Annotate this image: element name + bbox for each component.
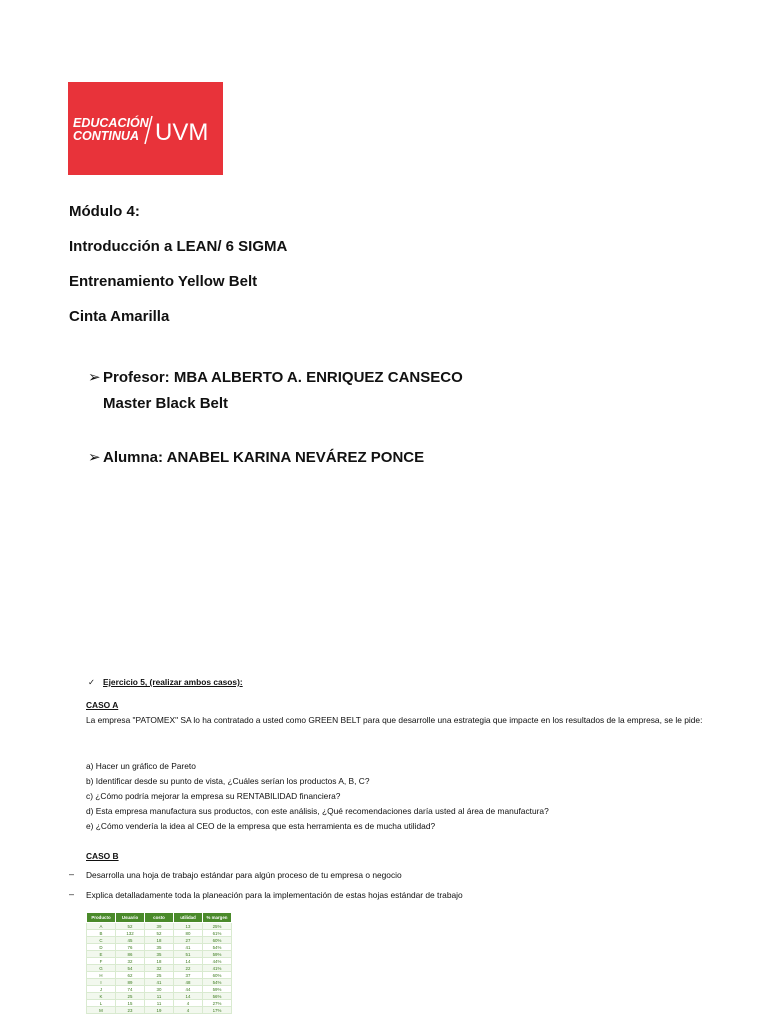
logo-line1: EDUCACIÓN [73, 116, 149, 130]
table-cell: 52 [145, 930, 174, 937]
ejercicio-label: Ejercicio 5, (realizar ambos casos): [103, 677, 243, 687]
course-title: Introducción a LEAN/ 6 SIGMA [69, 238, 288, 255]
table-cell: 44% [203, 958, 232, 965]
table-cell: A [87, 923, 116, 930]
table-cell: 56% [203, 993, 232, 1000]
table-cell: 41 [145, 979, 174, 986]
caso-b-item: Desarrolla una hoja de trabajo estándar para algún proceso de tu empresa o negocio [86, 870, 402, 880]
table-cell: 76 [116, 944, 145, 951]
table-cell: 39 [145, 923, 174, 930]
table-row [87, 1007, 232, 1014]
table-cell: 80 [174, 930, 203, 937]
table-cell: E [87, 951, 116, 958]
table-cell: 86 [116, 951, 145, 958]
table-cell: 45 [116, 937, 145, 944]
caso-a-title: CASO A [86, 700, 119, 710]
table-row [87, 958, 232, 965]
table-cell: 25 [145, 972, 174, 979]
table-header: utilidad [174, 913, 203, 923]
table-cell: 54% [203, 944, 232, 951]
table-cell: 60% [203, 937, 232, 944]
table-cell: 59% [203, 986, 232, 993]
table-cell: C [87, 937, 116, 944]
table-cell: 59% [203, 951, 232, 958]
table-cell: H [87, 972, 116, 979]
profesor-line [88, 368, 463, 386]
caso-b-item: Explica detalladamente toda la planeación para la implementación de estas hojas estándar de trabajo [86, 890, 463, 900]
table-row [87, 972, 232, 979]
table-row [87, 986, 232, 993]
table-cell: 41 [174, 944, 203, 951]
caso-a-item: c) ¿Cómo podría mejorar la empresa su RENTABILIDAD financiera? [86, 791, 341, 801]
table-cell: 14 [174, 958, 203, 965]
caso-a-intro: La empresa "PATOMEX" SA lo ha contratado a usted como GREEN BELT para que desarrolle una estrategia que impacte en los resultados de la empresa, se le pide: [86, 715, 703, 725]
table-row [87, 965, 232, 972]
table-row [87, 979, 232, 986]
table-row [87, 930, 232, 937]
logo-brand: UVM [155, 119, 209, 146]
table-cell: 37 [174, 972, 203, 979]
table-cell: 54% [203, 979, 232, 986]
caso-a-item: a) Hacer un gráfico de Pareto [86, 761, 196, 771]
table-cell: 17% [203, 1007, 232, 1014]
table-cell: 14 [174, 993, 203, 1000]
table-cell: 18 [145, 937, 174, 944]
belt-title: Cinta Amarilla [69, 308, 170, 325]
table-cell: 4 [174, 1000, 203, 1007]
table-cell: 15 [116, 1000, 145, 1007]
uvm-logo [68, 82, 223, 175]
table-cell: K [87, 993, 116, 1000]
caso-a-item: b) Identificar desde su punto de vista, ¿Cuáles serían los productos A, B, C? [86, 776, 370, 786]
table-row [87, 937, 232, 944]
arrow-bullet-icon: ➢ [88, 449, 101, 466]
table-header: Producto [87, 913, 116, 923]
table-cell: 32 [116, 958, 145, 965]
caso-b-title: CASO B [86, 851, 119, 861]
table-cell: 23 [116, 1007, 145, 1014]
table-cell: 22 [174, 965, 203, 972]
table-cell: 48 [174, 979, 203, 986]
profesor-title: Master Black Belt [103, 395, 229, 412]
profesor-label: Profesor: MBA ALBERTO A. ENRIQUEZ CANSECO [103, 369, 463, 386]
table-cell: 41% [203, 965, 232, 972]
table-cell: 54 [116, 965, 145, 972]
table-cell: M [87, 1007, 116, 1014]
table-cell: 25 [116, 993, 145, 1000]
arrow-bullet-icon: ➢ [88, 369, 101, 386]
check-icon: ✓ [88, 677, 96, 687]
table-row [87, 1000, 232, 1007]
table-cell: 11 [145, 1000, 174, 1007]
table-cell: 61% [203, 930, 232, 937]
table-cell: 19 [145, 1007, 174, 1014]
table-cell: 60% [203, 972, 232, 979]
table-cell: D [87, 944, 116, 951]
product-table [86, 912, 232, 1014]
table-cell: 4 [174, 1007, 203, 1014]
table-cell: 27% [203, 1000, 232, 1007]
table-cell: 44 [174, 986, 203, 993]
table-row [87, 993, 232, 1000]
table-cell: B [87, 930, 116, 937]
table-cell: 132 [116, 930, 145, 937]
table-cell: L [87, 1000, 116, 1007]
table-cell: 74 [116, 986, 145, 993]
table-header-row [87, 913, 232, 923]
table-cell: 13 [174, 923, 203, 930]
table-row [87, 944, 232, 951]
table-cell: 11 [145, 993, 174, 1000]
caso-a-item: e) ¿Cómo vendería la idea al CEO de la empresa que esta herramienta es de mucha utilidad? [86, 821, 436, 831]
table-cell: 51 [174, 951, 203, 958]
table-header: costo [145, 913, 174, 923]
table-cell: 52 [116, 923, 145, 930]
table-cell: 35 [145, 944, 174, 951]
table-cell: I [87, 979, 116, 986]
table-cell: J [87, 986, 116, 993]
dash-bullet-icon: – [69, 869, 75, 879]
table-cell: 30 [145, 986, 174, 993]
table-header: Usuario [116, 913, 145, 923]
module-title: Módulo 4: [69, 203, 140, 220]
logo-line2: CONTINUA [73, 129, 139, 143]
table-cell: 25% [203, 923, 232, 930]
ejercicio-line [88, 677, 243, 688]
training-title: Entrenamiento Yellow Belt [69, 273, 258, 290]
table-cell: G [87, 965, 116, 972]
alumna-line [88, 448, 424, 466]
table-cell: F [87, 958, 116, 965]
table-cell: 18 [145, 958, 174, 965]
table-cell: 35 [145, 951, 174, 958]
table-header: % margen [203, 913, 232, 923]
table-cell: 32 [145, 965, 174, 972]
caso-a-item: d) Esta empresa manufactura sus productos, con este análisis, ¿Qué recomendaciones daría usted al área de manufactura? [86, 806, 549, 816]
table-cell: 62 [116, 972, 145, 979]
table-row [87, 923, 232, 930]
table-cell: 89 [116, 979, 145, 986]
alumna-label: Alumna: ANABEL KARINA NEVÁREZ PONCE [103, 449, 425, 466]
table-row [87, 951, 232, 958]
table-cell: 27 [174, 937, 203, 944]
dash-bullet-icon: – [69, 889, 75, 899]
